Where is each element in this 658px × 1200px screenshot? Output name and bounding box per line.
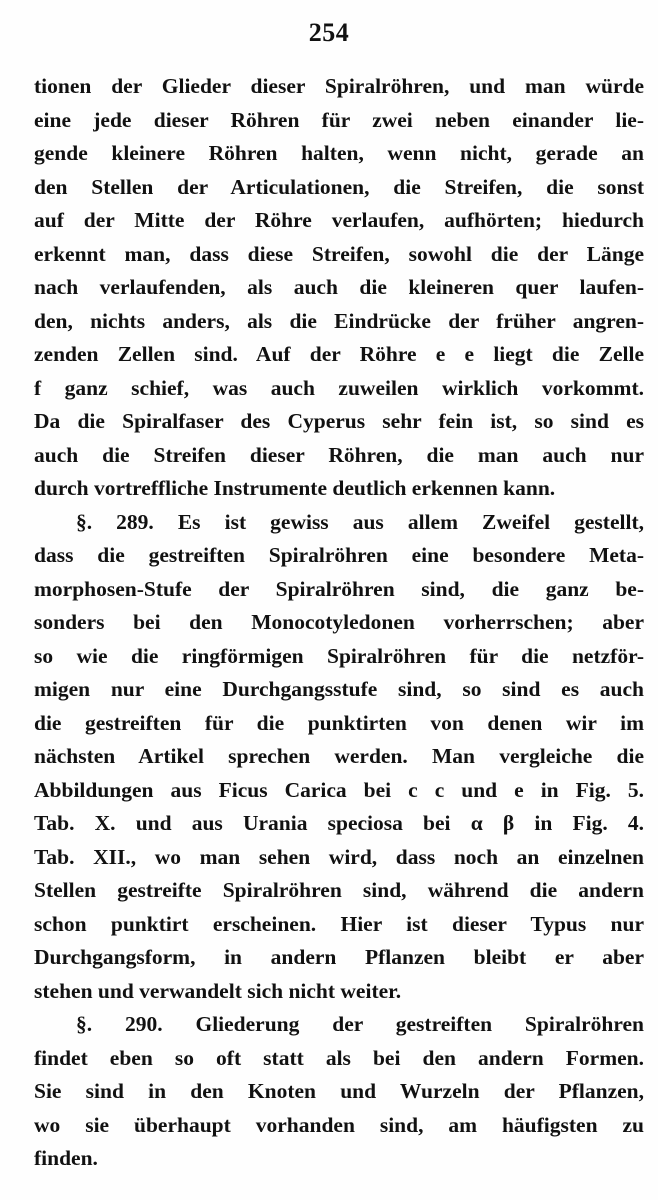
text-line: erkennt man, dass diese Streifen, sowohl die der Länge (34, 241, 644, 266)
text-line: migen nur eine Durchgangsstufe sind, so sind es auch (34, 677, 644, 701)
text-line: gende kleinere Röhren halten, wenn nicht, gerade an (34, 141, 644, 165)
text-line: auch die Streifen dieser Röhren, die man auch nur (34, 442, 644, 467)
text-line: Abbildungen aus Ficus Carica bei c c und e in Fig. 5. (34, 777, 644, 802)
text-line: den, nichts anders, als die Eindrücke der früher angren- (34, 308, 644, 333)
text-line: den Stellen der Articulationen, die Streifen, die sonst (34, 174, 644, 199)
text-line: stehen und verwandelt sich nicht weiter. (34, 978, 402, 1003)
text-line: Da die Spiralfaser des Cyperus sehr fein ist, so sind es (34, 409, 644, 433)
text-line: Durchgangsform, in andern Pflanzen bleibt er aber (34, 945, 644, 969)
text-line: eine jede dieser Röhren für zwei neben einander lie- (34, 107, 644, 132)
text-line: die gestreiften für die punktirten von denen wir im (34, 710, 644, 735)
text-line: morphosen-Stufe der Spiralröhren sind, die ganz be- (34, 576, 644, 601)
text-line: finden. (34, 1146, 98, 1170)
text-line: tionen der Glieder dieser Spiralröhren, und man würde (34, 74, 644, 98)
text-line: f ganz schief, was auch zuweilen wirklich vorkommt. (34, 375, 644, 400)
text-line: zenden Zellen sind. Auf der Röhre e e liegt die Zelle (34, 342, 644, 366)
text-line: auf der Mitte der Röhre verlaufen, aufhörten; hiedurch (34, 208, 644, 232)
text-line: nach verlaufenden, als auch die kleineren quer laufen- (34, 275, 644, 299)
text-line: dass die gestreiften Spiralröhren eine besondere Meta- (34, 543, 644, 567)
body-text (34, 70, 644, 1176)
text-line: so wie die ringförmigen Spiralröhren für die netzför- (34, 643, 644, 668)
text-line: findet eben so oft statt als bei den andern Formen. (34, 1045, 644, 1070)
text-line: Stellen gestreifte Spiralröhren sind, während die andern (34, 878, 644, 902)
text-line: wo sie überhaupt vorhanden sind, am häufigsten zu (34, 1112, 644, 1137)
text-line: durch vortreffliche Instrumente deutlich erkennen kann. (34, 476, 556, 500)
text-line: sonders bei den Monocotyledonen vorherrschen; aber (34, 610, 644, 634)
text-line: Tab. X. und aus Urania speciosa bei α β in Fig. 4. (34, 811, 644, 835)
text-line: Sie sind in den Knoten und Wurzeln der Pflanzen, (34, 1079, 644, 1103)
text-line: Tab. XII., wo man sehen wird, dass noch an einzelnen (34, 844, 644, 869)
paragraph-290-start: §. 290. Gliederung der gestreiften Spiralröhren (76, 1012, 644, 1036)
page-number: 254 (308, 18, 350, 47)
text-line: nächsten Artikel sprechen werden. Man vergleiche die (34, 744, 644, 768)
text-line: schon punktirt erscheinen. Hier ist dieser Typus nur (34, 911, 644, 936)
paragraph-289-start: §. 289. Es ist gewiss aus allem Zweifel gestellt, (76, 509, 644, 534)
